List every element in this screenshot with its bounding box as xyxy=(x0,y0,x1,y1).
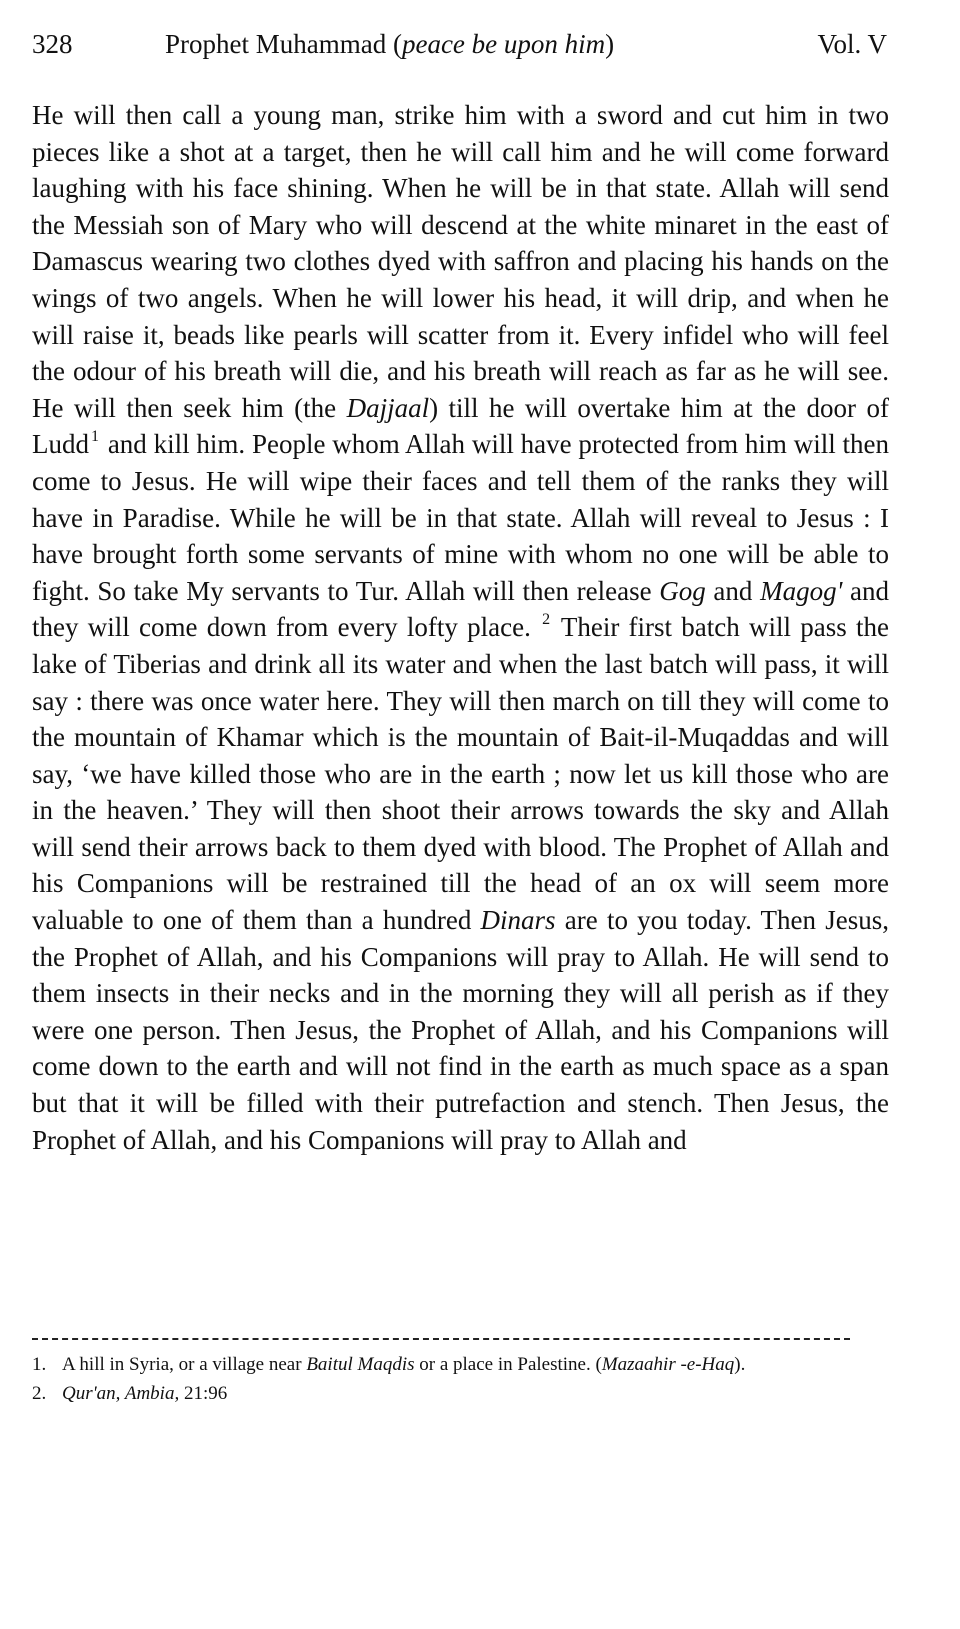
running-title xyxy=(165,24,614,64)
footnote-2 xyxy=(32,1379,889,1408)
footnote-ref-2: 2 xyxy=(542,611,551,629)
title-main: Prophet Muhammad ( xyxy=(165,29,402,59)
footnote-ref-1: 1 xyxy=(91,428,99,446)
footnote-italic: Mazaahir -e-Haq xyxy=(601,1354,735,1375)
body-text xyxy=(32,97,889,1158)
running-header xyxy=(32,24,887,64)
footnote-number: 1. xyxy=(32,1354,47,1375)
footnote-1 xyxy=(32,1350,889,1379)
title-close: ) xyxy=(605,29,615,59)
text-segment: are to you today. Then Jesus, the Prophet of Allah, and his Companions will pray to Allah. He will send to them insects in their necks and in the morning they will all perish as if they were one person. Then Jesus, the Prophet of Allah, and his Companions will come down to the earth and will not find in the earth as much space as a span but that it will be filled with their putrefaction and stench. Then Jesus, the Prophet of Allah, and his Companions will pray to Allah and xyxy=(32,905,890,1155)
footnote-italic: Baitul Maqdis xyxy=(306,1354,415,1375)
term-dinars: Dinars xyxy=(480,905,556,936)
text-segment: and they will come down from every lofty place. xyxy=(32,575,890,643)
footnote-text: 21:96 xyxy=(179,1383,228,1404)
footnote-number: 2. xyxy=(32,1383,47,1404)
text-segment: and kill him. People whom Allah will have protected from him will then come to Jesus. He will wipe their faces and tell them of the ranks they will have in Paradise. While he will be in that state. Allah will reveal to Jesus : I have brought forth some servants of mine with whom no one will be able to fight. So take My servants to Tur. Allah will then release xyxy=(32,429,890,606)
text-segment: He will then call a young man, strike him with a sword and cut him in two pieces like a shot at a target, then he will call him and he will come forward laughing with his face shining. When he will be in that state. Allah will send the Messiah son of Mary who will descend at the white minaret in the east of Damascus wearing two clothes dyed with saffron and placing his hands on the wings of two angels. When he will lower his head, it will drip, and when he will raise it, beads like pearls will scatter from it. Every infidel who will feel the odour of his breath will die, and his breath will reach as far as he will see. He will then seek him (the xyxy=(32,100,889,423)
title-italic: peace be upon him xyxy=(401,29,606,59)
footnote-text: ). xyxy=(734,1354,746,1375)
footnote-text: or a place in Palestine. ( xyxy=(414,1354,602,1375)
text-segment: ) till he will overtake him at the door of Ludd xyxy=(32,392,889,460)
footnote-italic: Qur'an, Ambia, xyxy=(62,1383,180,1404)
footnote-text: A hill in Syria, or a village near xyxy=(62,1354,307,1375)
term-gog: Gog xyxy=(659,575,706,606)
body-paragraph xyxy=(32,97,889,1158)
page-number: 328 xyxy=(32,29,73,59)
text-segment: Their first batch will pass the lake of Tiberias and drink all its water and when the last batch will pass, it will say : there was once water here. They will then march on till they will come to the mountain of Khamar which is the mountain of Bait-il-Muqaddas and will say, ‘we have killed those who are in the earth ; now let us kill those who are in the heaven.’ They will then shoot their arrows towards the sky and Allah will send their arrows back to them dyed with blood. The Prophet of Allah and his Companions will be restrained till the head of an ox will seem more valuable to one of them than a hundred xyxy=(32,612,889,936)
volume-label: Vol. V xyxy=(817,29,887,59)
footnotes xyxy=(32,1350,889,1408)
term-dajjaal: Dajjaal xyxy=(346,392,430,423)
term-magog: Magog' xyxy=(760,575,843,606)
footnote-separator xyxy=(32,1338,850,1340)
text-segment: and xyxy=(705,575,761,606)
